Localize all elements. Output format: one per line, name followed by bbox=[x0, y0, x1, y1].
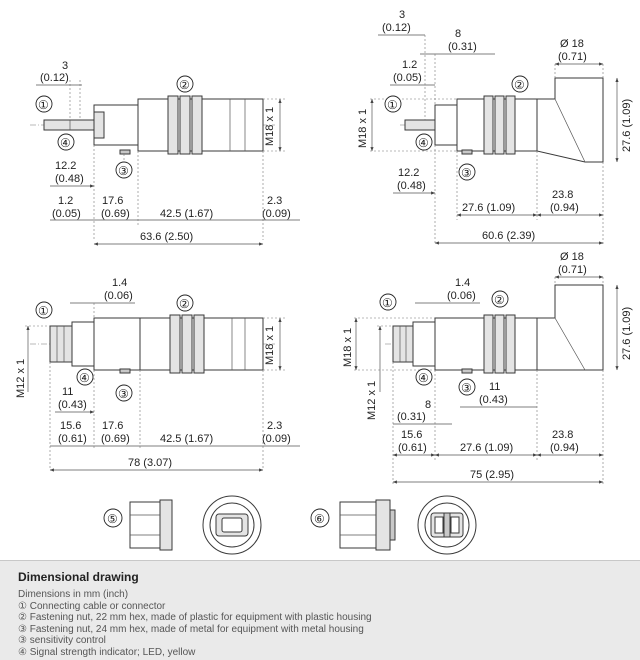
br-height: 27.6 (1.09) bbox=[621, 306, 633, 360]
bl-marker-2: ② bbox=[179, 297, 190, 311]
tl-d2-mm: 12.2 bbox=[55, 160, 77, 172]
br-marker-3: ③ bbox=[461, 381, 472, 395]
tl-marker-1: ① bbox=[38, 98, 49, 112]
bl-d6-mm: 2.3 bbox=[267, 420, 283, 432]
bl-d6-in: (0.09) bbox=[262, 433, 291, 445]
tr-d2-in: (0.31) bbox=[448, 41, 477, 53]
bl-d4-mm: 17.6 bbox=[102, 420, 124, 432]
drawing-angled-connector bbox=[342, 251, 633, 484]
tl-d3-in: (0.05) bbox=[52, 208, 81, 220]
bl-d2-mm: 11 bbox=[62, 386, 74, 398]
br-d6-mm: 23.8 bbox=[552, 429, 574, 441]
marker-6: ⑥ bbox=[314, 512, 325, 526]
br-thread2: M12 x 1 bbox=[366, 380, 378, 420]
tr-marker-4: ④ bbox=[418, 136, 429, 150]
br-d2-in: (0.43) bbox=[479, 394, 508, 406]
tr-d1-in: (0.12) bbox=[382, 22, 411, 34]
drawing-straight-connector bbox=[15, 277, 300, 470]
tl-marker-2: ② bbox=[179, 78, 190, 92]
tl-marker-3: ③ bbox=[118, 164, 129, 178]
drawing-straight-cable bbox=[30, 60, 300, 244]
legend-item: ① Connecting cable or connector bbox=[18, 601, 166, 612]
bl-d4-in: (0.69) bbox=[101, 433, 130, 445]
tl-d3-mm: 1.2 bbox=[58, 195, 74, 207]
br-d4-mm: 15.6 bbox=[401, 429, 423, 441]
legend-list bbox=[18, 601, 372, 658]
bl-d3-in: (0.61) bbox=[58, 433, 87, 445]
bl-d3-mm: 15.6 bbox=[60, 420, 82, 432]
bl-d2-in: (0.43) bbox=[58, 399, 87, 411]
bl-marker-1: ① bbox=[38, 304, 49, 318]
bl-d5: 42.5 (1.67) bbox=[160, 433, 214, 445]
bl-thread: M18 x 1 bbox=[264, 325, 276, 365]
bl-d1-in: (0.06) bbox=[104, 290, 133, 302]
bl-marker-4: ④ bbox=[79, 371, 90, 385]
tr-total: 60.6 (2.39) bbox=[482, 230, 536, 242]
br-marker-1: ① bbox=[382, 296, 393, 310]
tr-d1-mm: 3 bbox=[399, 9, 406, 21]
legend-item: ④ Signal strength indicator; LED, yellow bbox=[18, 646, 196, 658]
legend-item: ③ Fastening nut, 24 mm hex, made of metal for equipment with metal housing bbox=[18, 623, 364, 635]
br-d1-mm: 1.4 bbox=[455, 277, 471, 289]
legend-panel bbox=[0, 560, 640, 660]
br-thread: M18 x 1 bbox=[342, 327, 354, 367]
tl-d2-in: (0.48) bbox=[55, 173, 84, 185]
drawing-angled-cable bbox=[357, 9, 633, 245]
br-marker-4: ④ bbox=[418, 371, 429, 385]
legend-units: Dimensions in mm (inch) bbox=[18, 589, 129, 600]
tl-d4-mm: 17.6 bbox=[102, 195, 124, 207]
br-d5: 27.6 (1.09) bbox=[460, 442, 514, 454]
legend-item: ③ sensitivity control bbox=[18, 635, 106, 647]
tl-thread: M18 x 1 bbox=[264, 106, 276, 146]
br-total: 75 (2.95) bbox=[470, 469, 515, 481]
bl-total: 78 (3.07) bbox=[128, 457, 173, 469]
br-d6-in: (0.94) bbox=[550, 442, 579, 454]
marker-5: ⑤ bbox=[107, 512, 118, 526]
tr-d2-mm: 8 bbox=[455, 28, 462, 40]
detail-view-6 bbox=[311, 496, 476, 554]
br-marker-2: ② bbox=[494, 293, 505, 307]
tr-marker-2: ② bbox=[514, 78, 525, 92]
legend-item: ② Fastening nut, 22 mm hex, made of plastic for equipment with plastic housing bbox=[18, 612, 372, 624]
br-d1-in: (0.06) bbox=[447, 290, 476, 302]
tr-d6-in: (0.94) bbox=[550, 202, 579, 214]
tl-d5: 42.5 (1.67) bbox=[160, 208, 214, 220]
tl-marker-4: ④ bbox=[60, 136, 71, 150]
tr-d4-in: (0.48) bbox=[397, 180, 426, 192]
tl-total: 63.6 (2.50) bbox=[140, 231, 194, 243]
br-d3-in: (0.31) bbox=[397, 411, 426, 423]
tr-dia-in: (0.71) bbox=[558, 51, 587, 63]
tr-d6-mm: 23.8 bbox=[552, 189, 574, 201]
tr-d3-mm: 1.2 bbox=[402, 59, 418, 71]
br-d3-mm: 8 bbox=[425, 399, 432, 411]
br-dia-in: (0.71) bbox=[558, 264, 587, 276]
tr-height: 27.6 (1.09) bbox=[621, 98, 633, 152]
tr-d4-mm: 12.2 bbox=[398, 167, 420, 179]
tr-marker-1: ① bbox=[387, 98, 398, 112]
tl-d1-mm: 3 bbox=[62, 60, 69, 72]
br-dia: Ø 18 bbox=[560, 251, 584, 263]
tr-thread: M18 x 1 bbox=[357, 108, 369, 148]
br-d2-mm: 11 bbox=[489, 381, 501, 393]
bl-thread2: M12 x 1 bbox=[15, 358, 27, 398]
tr-d5: 27.6 (1.09) bbox=[462, 202, 516, 214]
legend-title: Dimensional drawing bbox=[18, 570, 139, 584]
bl-d1-mm: 1.4 bbox=[112, 277, 128, 289]
bl-marker-3: ③ bbox=[118, 387, 129, 401]
tr-dia: Ø 18 bbox=[560, 38, 584, 50]
tr-d3-in: (0.05) bbox=[393, 72, 422, 84]
tr-marker-3: ③ bbox=[461, 166, 472, 180]
tl-d6-in: (0.09) bbox=[262, 208, 291, 220]
tl-d1-in: (0.12) bbox=[40, 72, 69, 84]
tl-d4-in: (0.69) bbox=[101, 208, 130, 220]
detail-view-5 bbox=[104, 496, 261, 554]
br-d4-in: (0.61) bbox=[398, 442, 427, 454]
tl-d6-mm: 2.3 bbox=[267, 195, 283, 207]
